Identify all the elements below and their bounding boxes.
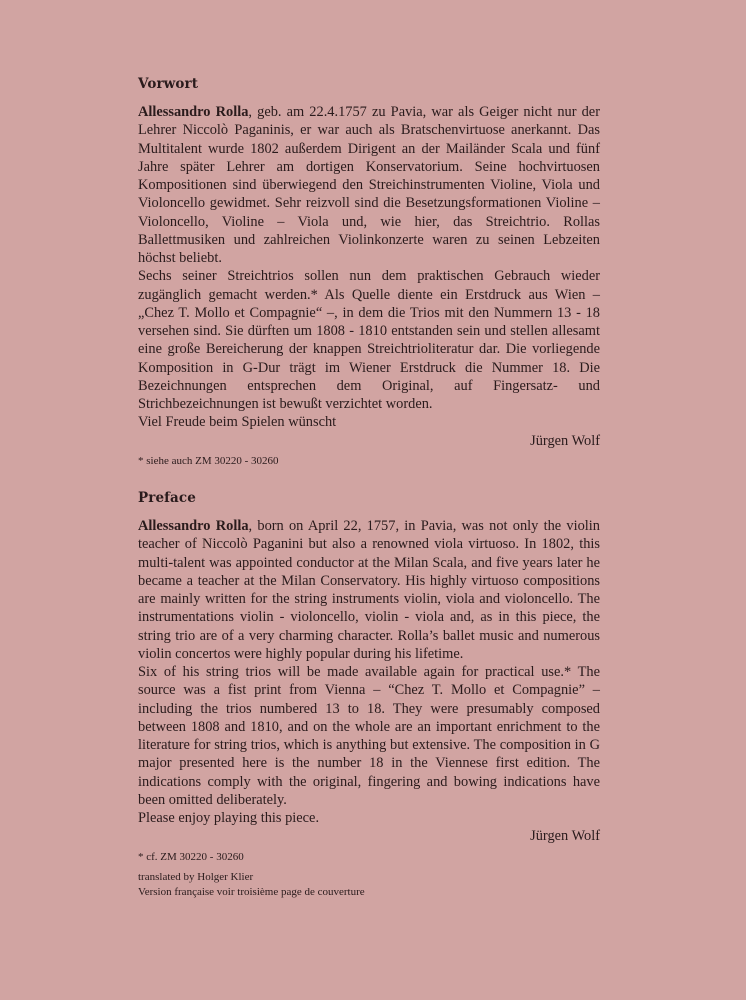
english-preface-section [138,490,600,900]
german-paragraph-1 [138,103,600,267]
french-version-note: Version française voir troisième page de couverture [138,885,365,898]
german-closing: Viel Freude beim Spielen wünscht [138,414,337,431]
english-signature: Jürgen Wolf [530,828,600,845]
english-paragraph-2: Six of his string trios will be made available again for practical use.* The source was a fist print from Vienna – “Chez T. Mollo et Compagnie” – including the trios numbered 13 to 18. They were presumably composed between 1808 and 1810, and on the whole are an important enrichment to the literature for string trios, which is anything but extensive. The composition in G major presented here is the number 18 in the Viennese first edition. The indications comply with the original, fingering and bowing indications have been omitted deliberately. [138,664,600,808]
german-paragraph-2: Sechs seiner Streichtrios sollen nun dem praktischen Gebrauch wieder zugänglich gemacht werden.* Als Quelle diente ein Erstdruck aus Wien – „Chez T. Mollo et Compagnie“ –, in dem die Trios mit den Nummern 13 - 18 versehen sind. Sie dürften um 1808 - 1810 entstanden sein und stellen allesamt eine große Bereicherung der knappen Streichtrioliteratur dar. Die vorliegende Komposition in G-Dur trägt im Wiener Erstdruck die Nummer 18. Die Bezeichnungen entsprechen dem Original, auf Fingersatz- und Strichbezeichnungen ist bewußt verzichtet worden. [138,268,600,412]
german-heading: Vorwort [138,76,199,92]
english-composer-name: Allessandro Rolla [138,518,249,534]
german-signature: Jürgen Wolf [530,432,600,449]
german-paragraph-1-text: , geb. am 22.4.1757 zu Pavia, war als Geiger nicht nur der Lehrer Niccolò Paganinis, er war auch als Bratschenvirtuose anerkannt. Das Multitalent wurde 1802 außerdem Dirigent an der Mailänder Scala und fünf Jahre später Lehrer am dortigen Konservatorium. Seine hochvirtuosen Kompositionen sind überwiegend den Streichinstrumenten Violine, Viola und Violoncello gewidmet. Sehr reizvoll sind die Besetzungsformationen Violine – Violoncello, Violine – Viola und, wie hier, das Streichtrio. Rollas Ballettmusiken und zahlreichen Violinkonzerte waren zu seinen Lebzeiten höchst beliebt. [138,104,600,266]
english-paragraph-1 [138,517,600,663]
german-composer-name: Allessandro Rolla [138,104,249,120]
translator-credit: translated by Holger Klier [138,870,254,883]
german-footnote: * siehe auch ZM 30220 - 30260 [138,454,279,467]
english-heading: Preface [138,490,196,506]
english-closing: Please enjoy playing this piece. [138,810,320,826]
english-paragraph-1-text: , born on April 22, 1757, in Pavia, was not only the violin teacher of Niccolò Paganini but also a renowned viola virtuoso. In 1802, this multi-talent was appointed conductor at the Milan Scala, and five years later he became a teacher at the Milan Conservatory. His highly virtuoso compositions are mainly written for the string instruments violin, viola and violoncello. The instrumentations violin - violoncello, violin - viola and, as in this piece, the string trio are of a very charming character. Rolla’s ballet music and numerous violin concertos were highly popular during his lifetime. [138,518,600,662]
english-footnote: * cf. ZM 30220 - 30260 [138,850,244,863]
german-preface-section [138,76,600,469]
